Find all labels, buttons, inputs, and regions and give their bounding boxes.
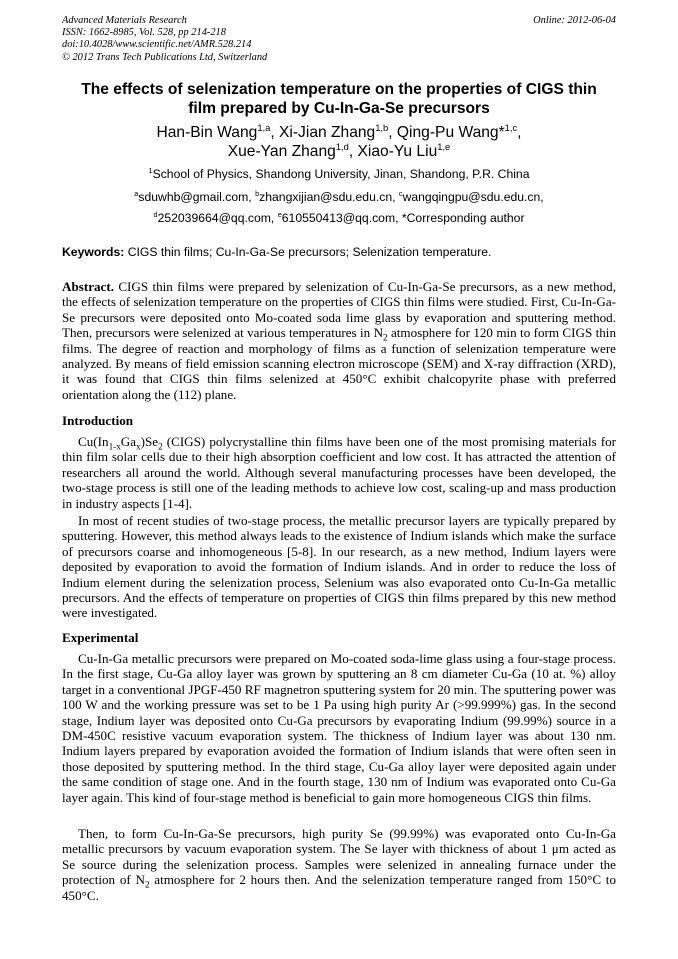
experimental-paragraph-1: Cu-In-Ga metallic precursors were prepared on Mo-coated soda-lime glass using a four-stage process. In the first stage, Cu-Ga alloy layer was grown by sputtering an 8 cm diameter Cu-Ga (10 at. %) alloy target in a conventional JPGF-450 RF magnetron sputtering system for 20 min. The sputtering power was 100 W and the working pressure was set to be 1 Pa using high purity Ar (>99.999%) gas. In the second stage, Indium layer was deposited onto Cu-Ga precursors by evaporating Indium (99.99%) source in a DM-450C resistive vacuum evaporation system. The thickness of Indium layer was about 130 nm. Indium layers prepared by evaporation avoided the formation of Indium islands that were often seen in those deposited by sputtering method. In the third stage, Cu-Ga alloy layer were deposited again under the same condition of stage one. And in the fourth stage, 130 nm of Indium was evaporated onto Cu-Ga layer again. This kind of four-stage method is beneficial to gain more homogeneous CIGS thin films. [62,651,616,805]
email-line-2: $^d$252039664@qq.com, $^e$610550413@qq.com, *Corresponding author [153,209,525,225]
title-line-1: The effects of selenization temperature on the properties of CIGS thin [81,81,597,98]
email-link[interactable]: 610550413@qq.com, *Corresponding author [281,211,525,225]
author-name: Han-Bin Wang [156,124,258,141]
author-affiliation-mark: 1,b [375,122,389,133]
paper-title [62,80,616,118]
affiliation: $^1$School of Physics, Shandong University, Jinan, Shandong, P.R. China [148,165,530,181]
abstract: Abstract. CIGS thin films were prepared by selenization of Cu-In-Ga-Se precursors, as a new method, the effects of selenization temperature on the properties of CIGS thin films were studied. First, Cu-In-Ga-Se precursors were deposited onto Mo-coated soda lime glass by evaporation and sputtering method. Then, precursors were selenized at various temperatures in $N_2$ atmosphere for 120 min to form CIGS thin films. The degree of reaction and morphology of films as a function of selenization temperature were analyzed. By means of field emission scanning electron microscope (SEM) and X-ray diffraction (XRD), it was found that CIGS thin films selenized at 450°C exhibit chalcopyrite phase with preferred orientation along the (112) plane. [62,279,616,402]
journal-name: Advanced Materials Research [62,15,187,26]
experimental-paragraph-2: Then, to form Cu-In-Ga-Se precursors, high purity Se (99.99%) was evaporated onto Cu-In-Ga metallic precursors by vacuum evaporation system. The Se layer with thickness of about 1 μm acted as Se source during the selenization process. Samples were selenized in annealing furnace under the protection of $N_2$ atmosphere for 2 hours then. And the selenization temperature ranged from 150°C to 450°C. [62,826,616,903]
author-name: Xiao-Yu Liu [357,143,438,160]
abstract-label: Abstract. [62,279,114,294]
author-line-2: Xue-Yan Zhang$^{1,d}$, Xiao-Yu Liu$^{1,e}$ [227,141,451,160]
experimental-heading: Experimental [62,630,139,645]
introduction-paragraph-2: In most of recent studies of two-stage process, the metallic precursor layers are typically prepared by sputtering. However, this method always leads to the existence of Indium islands which make the surface of precursors coarse and inhomogeneous [5-8]. In our research, as a new method, Indium layers were deposited by evaporation to avoid the formation of Indium islands. And in order to reduce the loss of Indium element during the selenization process, Selenium was also evaporated onto Cu-In-Ga metallic precursors. And the effects of temperature on properties of CIGS thin films prepared by this new method were investigated. [62,513,616,621]
email-link[interactable]: sduwhb@gmail.com, [138,190,256,204]
keywords-text: CIGS thin films; Cu-In-Ga-Se precursors; Selenization temperature. [127,245,492,259]
author-name: Xi-Jian Zhang [279,124,376,141]
keywords [62,245,616,260]
email-link[interactable]: 252039664@qq.com, [157,211,278,225]
doi-line: doi:10.4028/www.scientific.net/AMR.528.214 [62,39,252,51]
author-name: Xue-Yan Zhang [227,143,336,160]
running-header [62,15,616,64]
email-link[interactable]: zhangxijian@sdu.edu.cn, [259,190,399,204]
author-line-1: Han-Bin Wang$^{1,a}$, Xi-Jian Zhang$^{1,b}$, Qing-Pu Wang*$^{1,c}$, [156,122,522,141]
copyright-line: © 2012 Trans Tech Publications Ltd, Switzerland [62,51,268,63]
author-name: Qing-Pu Wang* [396,124,505,141]
author-affiliation-mark: 1,d [335,141,349,152]
issn-line: ISSN: 1662-8985, Vol. 528, pp 214-218 [62,27,226,39]
keywords-label: Keywords: [62,245,125,259]
online-date: Online: 2012-06-04 [533,15,616,26]
email-line-1: $^a$sduwhb@gmail.com, $^b$zhangxijian@sdu.edu.cn, $^c$wangqingpu@sdu.edu.cn, [134,188,544,204]
affiliation-mark: 1 [148,165,153,175]
introduction-heading: Introduction [62,413,134,428]
introduction-paragraph-1: $Cu(In_{1-x}Ga_x)Se_2$ (CIGS) polycrystalline thin films have been one of the most promising materials for thin film solar cells due to their high absorption coefficient and low cost. It has attracted the attention of researchers all around the world. Although several manufacturing processes have been developed, the two-stage process is still one of the leading methods to achieve low cost, scaling-up and mass production in industry aspects [1-4]. [62,434,616,511]
title-line-2: film prepared by Cu-In-Ga-Se precursors [188,100,490,117]
author-list [62,123,616,161]
author-affiliation-mark: 1,c [504,122,518,133]
author-affiliation-mark: 1,a [257,122,271,133]
email-link[interactable]: wangqingpu@sdu.edu.cn, [402,190,544,204]
author-affiliation-mark: 1,e [437,141,451,152]
